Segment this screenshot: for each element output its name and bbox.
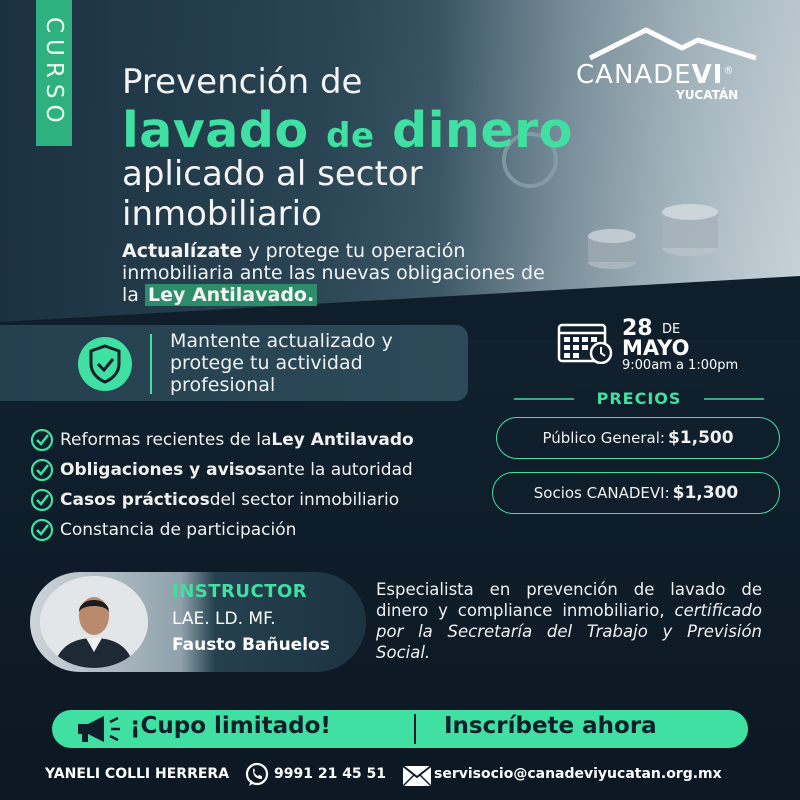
bullet-item: [30, 488, 399, 512]
instructor-title: LAE. LD. MF.: [172, 609, 276, 629]
bullet-text-bold: Casos prácticos: [60, 490, 210, 510]
instructor-photo: [40, 576, 148, 668]
price-value: $1,300: [672, 483, 739, 503]
subtitle: [122, 240, 562, 306]
title-word-de: de: [326, 116, 375, 156]
cta-register[interactable]: Inscríbete ahora: [444, 713, 657, 739]
bullet-text-bold: Ley Antilavado: [271, 430, 414, 450]
title-line-1: Prevención de: [122, 62, 363, 102]
title-line-3: aplicado al sector: [122, 154, 423, 194]
contact-name: YANELI COLLI HERRERA: [45, 766, 230, 782]
person-portrait-icon: [40, 576, 148, 668]
course-tag: [36, 0, 72, 146]
cta-limited: ¡Cupo limitado!: [130, 713, 331, 739]
price-label: Socios CANADEVI:: [533, 484, 670, 502]
megaphone-icon: [74, 714, 128, 744]
shield-check-icon: [74, 336, 136, 392]
subtitle-highlight: Ley Antilavado.: [145, 284, 317, 306]
cta-divider: [414, 714, 416, 744]
bullet-text-bold: Obligaciones y avisos: [60, 460, 267, 480]
title-word-dinero: dinero: [392, 102, 573, 159]
instructor-desc-text: Especialista en prevención de lavado de dinero y compliance inmobiliario,: [376, 580, 762, 620]
title-line-4: inmobiliario: [122, 194, 322, 234]
subtitle-bold: Actualízate: [122, 240, 243, 262]
price-members: [492, 472, 780, 514]
date-time: 9:00am a 1:00pm: [622, 358, 739, 373]
logo-name-a: CANADE: [576, 60, 692, 90]
logo-name: [576, 60, 734, 90]
bullet-item: [30, 518, 296, 542]
date-de: DE: [662, 322, 681, 337]
course-tag-label: CURSO: [41, 17, 67, 129]
bullet-item: [30, 458, 413, 482]
whatsapp-icon: [244, 762, 270, 788]
price-general: [496, 417, 780, 459]
envelope-icon: [402, 765, 432, 787]
date-day: 28: [622, 316, 653, 341]
check-circle-icon: [30, 458, 54, 482]
logo-name-b: VI: [691, 60, 724, 90]
bullet-text-pre: Constancia de participación: [60, 520, 297, 540]
check-circle-icon: [30, 488, 54, 512]
bullet-text-post: ante la autoridad: [266, 460, 413, 480]
calendar-clock-icon: [557, 320, 615, 364]
bullet-item: [30, 428, 414, 452]
bullet-text-pre: Reformas recientes de la: [60, 430, 272, 450]
subtitle-text: y protege tu operación inmobiliaria ante las nuevas obligaciones de la: [122, 240, 545, 306]
check-circle-icon: [30, 518, 54, 542]
logo-registered-mark: ®: [723, 65, 735, 77]
date-month: MAYO: [622, 336, 690, 360]
prices-heading: PRECIOS: [574, 389, 704, 409]
bullet-text-post: del sector inmobiliario: [209, 490, 400, 510]
instructor-desc-italic: certificado por la Secretaría del Trabajo y Previsión Social.: [376, 601, 762, 662]
logo-subtitle: YUCATÁN: [676, 88, 739, 102]
price-label: Público General:: [542, 429, 665, 447]
price-value: $1,500: [667, 428, 734, 448]
contact-email[interactable]: servisocio@canadeviyucatan.org.mx: [434, 766, 722, 782]
check-circle-icon: [30, 428, 54, 452]
feature-divider: [150, 334, 152, 394]
contact-phone[interactable]: 9991 21 45 51: [274, 766, 387, 782]
instructor-name: Fausto Bañuelos: [172, 635, 330, 655]
instructor-label: INSTRUCTOR: [172, 581, 308, 602]
title-line-2: [122, 102, 573, 159]
title-word-lavado: lavado: [122, 102, 309, 159]
instructor-description: [376, 579, 762, 663]
feature-text: Mantente actualizado y protege tu actividad profesional: [170, 330, 393, 396]
